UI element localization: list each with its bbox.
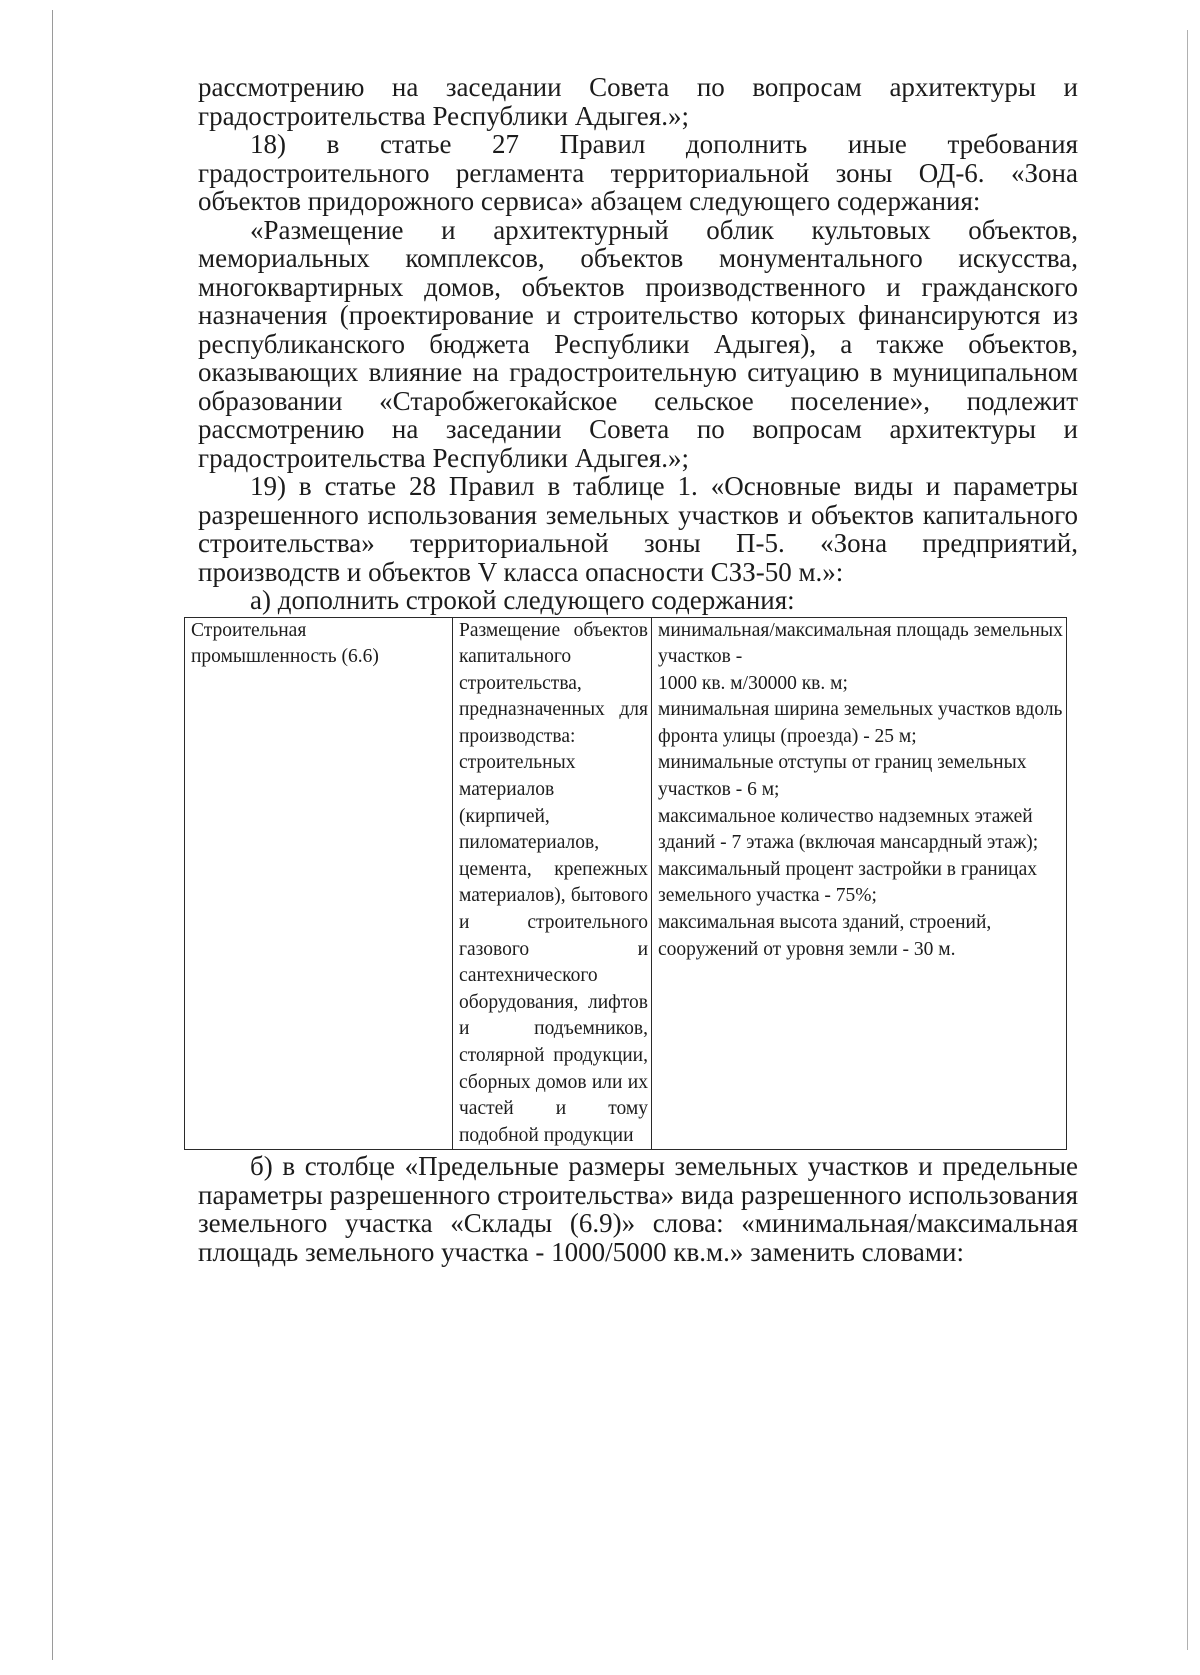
parameter-line: 1000 кв. м/30000 кв. м;: [658, 672, 848, 694]
scan-left-edge: [52, 10, 53, 1660]
scan-right-edge: [1187, 30, 1188, 1650]
parameter-line: максимальное количество надземных этажей зданий - 7 этажа (включая мансардный этаж);: [658, 805, 1039, 854]
paragraph-item-18: 18) в статье 27 Правил дополнить иные требования градостроительного регламента территориальной зоны ОД-6. «Зона объектов придорожного сервиса» абзацем следующего содержания:: [198, 129, 1078, 216]
document-page: [191, 72, 1078, 1267]
paragraph-item-19: 19) в статье 28 Правил в таблице 1. «Основные виды и параметры разрешенного использования земельных участков и объектов капитального строительства» территориальной зоны П-5. «Зона предприятий, производств и объектов V класса опасности СЗЗ-50 м.»:: [198, 471, 1078, 587]
paragraph-continuation: рассмотрению на заседании Совета по вопросам архитектуры и градостроительства Республики Адыгея.»;: [198, 72, 1078, 131]
regulations-table: [184, 617, 1067, 1151]
parameter-line: минимальные отступы от границ земельных участков - 6 м;: [658, 752, 1027, 801]
cell-description: Размещение объектов капитального строительства, предназначенных для производства: строительных материалов (кирпичей, пиломатериалов, цемента, крепежных материалов), бытового и строительного газового и сантехнического оборудования, лифтов и подъемников, столярной продукции, сборных домов или их частей и тому подобной продукции: [453, 617, 652, 1150]
parameter-line: минимальная/максимальная площадь земельных участков -: [658, 619, 1063, 668]
cell-parameters: [652, 617, 1067, 1150]
paragraph-subitem-a: а) дополнить строкой следующего содержания:: [250, 585, 795, 615]
paragraph-subitem-b: б) в столбце «Предельные размеры земельных участков и предельные параметры разрешенного строительства» вида разрешенного использования земельного участка «Склады (6.9)» слова: «минимальная/максимальная площадь земельного участка - 1000/5000 кв.м.» заменить словами:: [198, 1151, 1078, 1267]
parameter-line: минимальная ширина земельных участков вдоль фронта улицы (проезда) - 25 м;: [658, 699, 1063, 747]
parameter-line: максимальная высота зданий, строений, сооружений от уровня земли - 30 м.: [658, 912, 992, 960]
cell-use-type: Строительная промышленность (6.6): [185, 617, 453, 1150]
parameter-line: максимальный процент застройки в границах земельного участка - 75%;: [658, 858, 1037, 907]
paragraph-quote: «Размещение и архитектурный облик культовых объектов, мемориальных комплексов, объектов монументального искусства, многоквартирных домов, объектов производственного и гражданского назначения (проектирование и строительство которых финансируются из республиканского бюджета Республики Адыгея), а также объектов, оказывающих влияние на градостроительную ситуацию в муниципальном образовании «Старобжегокайское сельское поселение», подлежит рассмотрению на заседании Совета по вопросам архитектуры и градостроительства Республики Адыгея.»;: [198, 214, 1078, 473]
table-row: [185, 617, 1067, 1150]
